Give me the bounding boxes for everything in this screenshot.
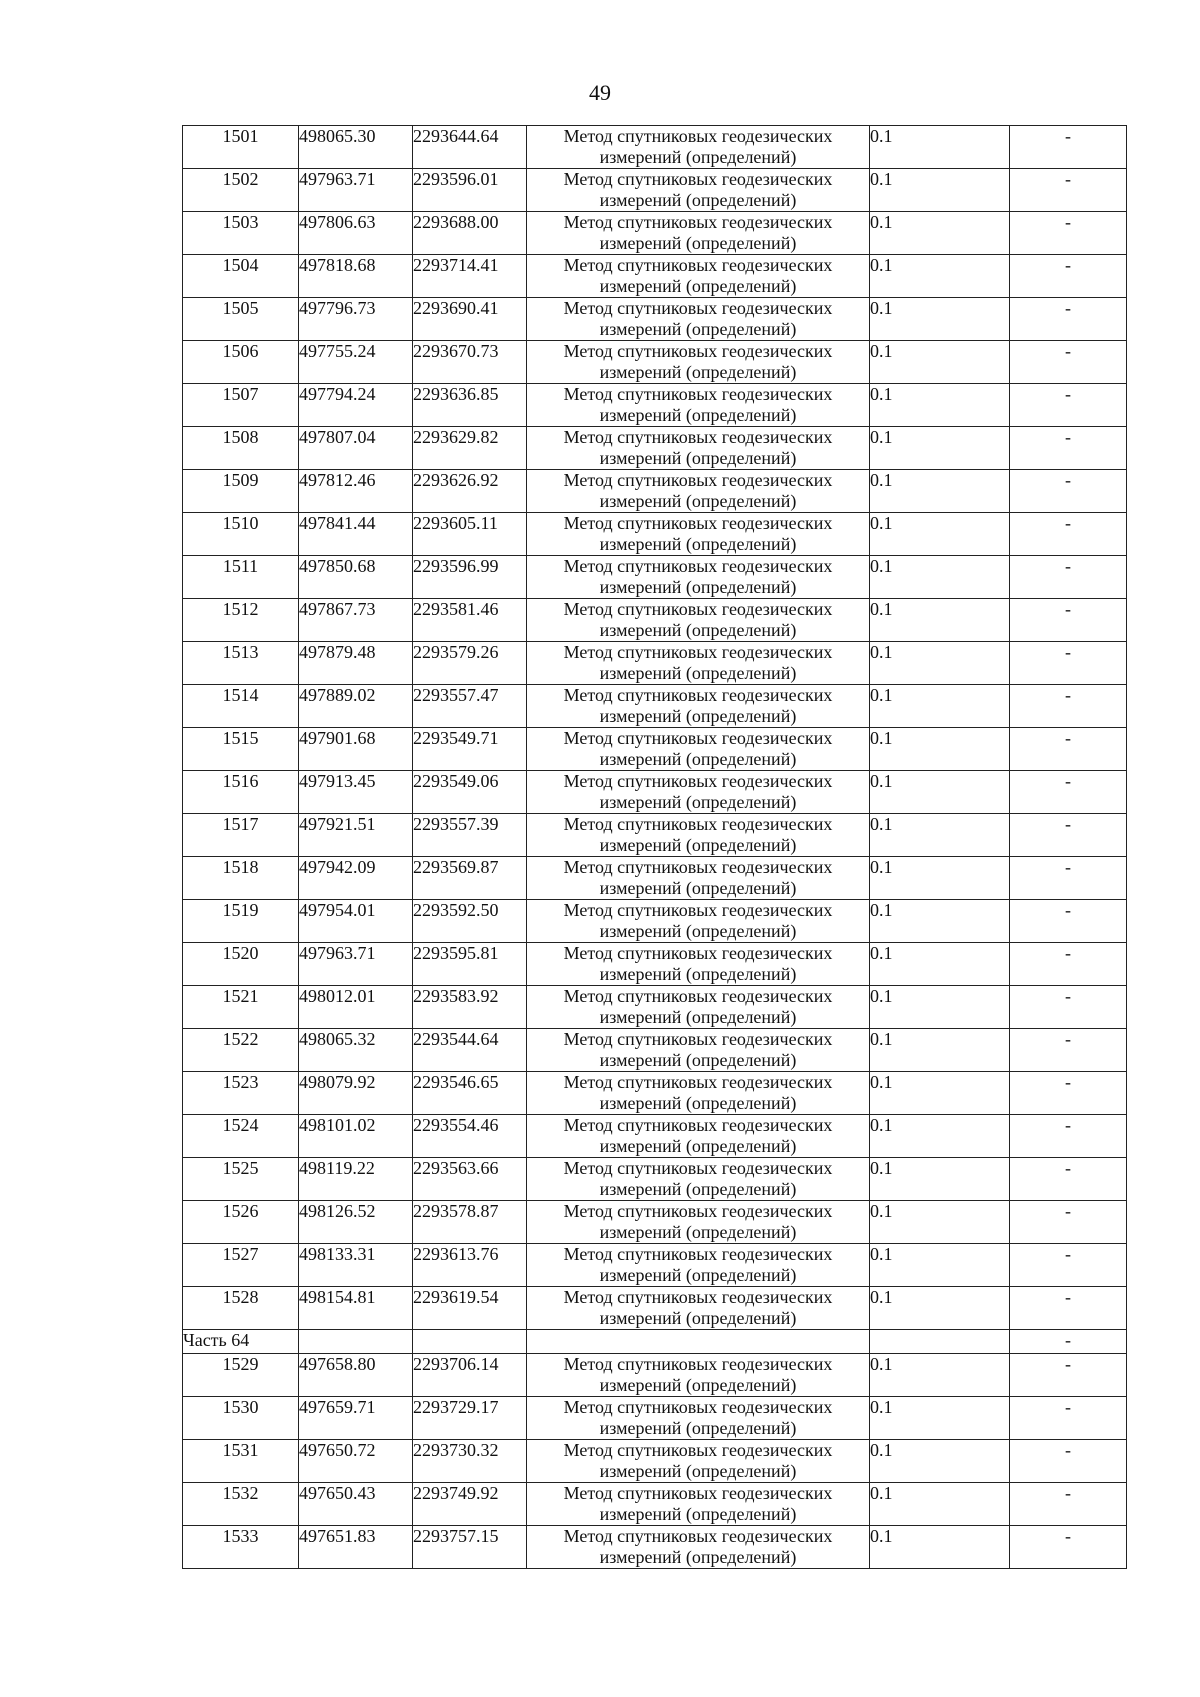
table-row [183,599,1127,642]
empty-cell [527,1330,870,1354]
accuracy-cell: 0.1 [870,1158,1010,1201]
accuracy-cell: 0.1 [870,1029,1010,1072]
y-coordinate-cell: 2293579.26 [413,642,527,685]
point-number-cell: 1526 [183,1201,299,1244]
accuracy-cell: 0.1 [870,1397,1010,1440]
y-coordinate-cell: 2293557.39 [413,814,527,857]
x-coordinate-cell: 497867.73 [299,599,413,642]
accuracy-cell: 0.1 [870,599,1010,642]
accuracy-cell: 0.1 [870,685,1010,728]
x-coordinate-cell: 497954.01 [299,900,413,943]
accuracy-cell: 0.1 [870,126,1010,169]
table-row [183,685,1127,728]
y-coordinate-cell: 2293626.92 [413,470,527,513]
method-cell: Метод спутниковых геодезических измерений (определений) [527,169,870,212]
method-cell: Метод спутниковых геодезических измерений (определений) [527,857,870,900]
accuracy-cell: 0.1 [870,169,1010,212]
x-coordinate-cell: 497963.71 [299,169,413,212]
note-cell: - [1010,857,1127,900]
point-number-cell: 1512 [183,599,299,642]
point-number-cell: 1524 [183,1115,299,1158]
accuracy-cell: 0.1 [870,1201,1010,1244]
y-coordinate-cell: 2293613.76 [413,1244,527,1287]
accuracy-cell: 0.1 [870,470,1010,513]
accuracy-cell: 0.1 [870,1287,1010,1330]
method-cell: Метод спутниковых геодезических измерений (определений) [527,341,870,384]
empty-cell [413,1330,527,1354]
note-cell: - [1010,1330,1127,1354]
method-cell: Метод спутниковых геодезических измерений (определений) [527,126,870,169]
y-coordinate-cell: 2293749.92 [413,1483,527,1526]
note-cell: - [1010,943,1127,986]
method-cell: Метод спутниковых геодезических измерений (определений) [527,685,870,728]
empty-cell [299,1330,413,1354]
empty-cell [870,1330,1010,1354]
x-coordinate-cell: 498079.92 [299,1072,413,1115]
method-cell: Метод спутниковых геодезических измерений (определений) [527,1526,870,1569]
table-row [183,900,1127,943]
accuracy-cell: 0.1 [870,986,1010,1029]
point-number-cell: 1502 [183,169,299,212]
x-coordinate-cell: 497818.68 [299,255,413,298]
x-coordinate-cell: 497889.02 [299,685,413,728]
accuracy-cell: 0.1 [870,943,1010,986]
method-cell: Метод спутниковых геодезических измерений (определений) [527,1029,870,1072]
x-coordinate-cell: 498065.30 [299,126,413,169]
point-number-cell: 1513 [183,642,299,685]
method-cell: Метод спутниковых геодезических измерений (определений) [527,642,870,685]
y-coordinate-cell: 2293757.15 [413,1526,527,1569]
point-number-cell: 1508 [183,427,299,470]
y-coordinate-cell: 2293629.82 [413,427,527,470]
table-row [183,1201,1127,1244]
note-cell: - [1010,1483,1127,1526]
table-row [183,126,1127,169]
method-cell: Метод спутниковых геодезических измерений (определений) [527,427,870,470]
table-row [183,255,1127,298]
note-cell: - [1010,169,1127,212]
table-row [183,986,1127,1029]
table-row [183,1526,1127,1569]
note-cell: - [1010,1201,1127,1244]
part-label: Часть 64 [183,1330,299,1354]
y-coordinate-cell: 2293549.06 [413,771,527,814]
accuracy-cell: 0.1 [870,771,1010,814]
x-coordinate-cell: 498133.31 [299,1244,413,1287]
x-coordinate-cell: 497794.24 [299,384,413,427]
part-header-row [183,1330,1127,1354]
table-row [183,771,1127,814]
point-number-cell: 1511 [183,556,299,599]
method-cell: Метод спутниковых геодезических измерений (определений) [527,728,870,771]
x-coordinate-cell: 497879.48 [299,642,413,685]
method-cell: Метод спутниковых геодезических измерений (определений) [527,814,870,857]
method-cell: Метод спутниковых геодезических измерений (определений) [527,1440,870,1483]
table-row [183,1397,1127,1440]
x-coordinate-cell: 497942.09 [299,857,413,900]
point-number-cell: 1504 [183,255,299,298]
x-coordinate-cell: 497650.72 [299,1440,413,1483]
x-coordinate-cell: 497807.04 [299,427,413,470]
point-number-cell: 1529 [183,1354,299,1397]
accuracy-cell: 0.1 [870,814,1010,857]
accuracy-cell: 0.1 [870,1483,1010,1526]
accuracy-cell: 0.1 [870,1115,1010,1158]
x-coordinate-cell: 497913.45 [299,771,413,814]
table-row [183,943,1127,986]
point-number-cell: 1520 [183,943,299,986]
x-coordinate-cell: 497806.63 [299,212,413,255]
table-row [183,427,1127,470]
note-cell: - [1010,642,1127,685]
point-number-cell: 1507 [183,384,299,427]
accuracy-cell: 0.1 [870,1526,1010,1569]
point-number-cell: 1531 [183,1440,299,1483]
table-row [183,513,1127,556]
x-coordinate-cell: 497963.71 [299,943,413,986]
note-cell: - [1010,1029,1127,1072]
table-row [183,1287,1127,1330]
table-row [183,556,1127,599]
accuracy-cell: 0.1 [870,900,1010,943]
accuracy-cell: 0.1 [870,728,1010,771]
y-coordinate-cell: 2293605.11 [413,513,527,556]
note-cell: - [1010,1354,1127,1397]
y-coordinate-cell: 2293549.71 [413,728,527,771]
accuracy-cell: 0.1 [870,298,1010,341]
table-row [183,298,1127,341]
note-cell: - [1010,556,1127,599]
y-coordinate-cell: 2293729.17 [413,1397,527,1440]
note-cell: - [1010,126,1127,169]
y-coordinate-cell: 2293557.47 [413,685,527,728]
note-cell: - [1010,599,1127,642]
method-cell: Метод спутниковых геодезических измерений (определений) [527,513,870,556]
point-number-cell: 1505 [183,298,299,341]
point-number-cell: 1519 [183,900,299,943]
method-cell: Метод спутниковых геодезических измерений (определений) [527,1201,870,1244]
method-cell: Метод спутниковых геодезических измерений (определений) [527,771,870,814]
method-cell: Метод спутниковых геодезических измерений (определений) [527,556,870,599]
point-number-cell: 1503 [183,212,299,255]
point-number-cell: 1515 [183,728,299,771]
method-cell: Метод спутниковых геодезических измерений (определений) [527,1483,870,1526]
accuracy-cell: 0.1 [870,1440,1010,1483]
y-coordinate-cell: 2293583.92 [413,986,527,1029]
method-cell: Метод спутниковых геодезических измерений (определений) [527,1287,870,1330]
method-cell: Метод спутниковых геодезических измерений (определений) [527,212,870,255]
note-cell: - [1010,814,1127,857]
method-cell: Метод спутниковых геодезических измерений (определений) [527,943,870,986]
accuracy-cell: 0.1 [870,341,1010,384]
table-row [183,1244,1127,1287]
note-cell: - [1010,513,1127,556]
accuracy-cell: 0.1 [870,255,1010,298]
x-coordinate-cell: 498065.32 [299,1029,413,1072]
x-coordinate-cell: 498101.02 [299,1115,413,1158]
accuracy-cell: 0.1 [870,642,1010,685]
note-cell: - [1010,771,1127,814]
coordinates-table [182,125,1127,1569]
table-row [183,341,1127,384]
y-coordinate-cell: 2293544.64 [413,1029,527,1072]
accuracy-cell: 0.1 [870,1354,1010,1397]
accuracy-cell: 0.1 [870,212,1010,255]
coordinates-table-body [183,126,1127,1569]
y-coordinate-cell: 2293690.41 [413,298,527,341]
method-cell: Метод спутниковых геодезических измерений (определений) [527,1397,870,1440]
table-row [183,1440,1127,1483]
table-row [183,169,1127,212]
note-cell: - [1010,1526,1127,1569]
method-cell: Метод спутниковых геодезических измерений (определений) [527,1354,870,1397]
accuracy-cell: 0.1 [870,857,1010,900]
table-row [183,1072,1127,1115]
method-cell: Метод спутниковых геодезических измерений (определений) [527,384,870,427]
x-coordinate-cell: 497812.46 [299,470,413,513]
note-cell: - [1010,1397,1127,1440]
y-coordinate-cell: 2293554.46 [413,1115,527,1158]
point-number-cell: 1527 [183,1244,299,1287]
note-cell: - [1010,900,1127,943]
point-number-cell: 1517 [183,814,299,857]
note-cell: - [1010,728,1127,771]
note-cell: - [1010,212,1127,255]
point-number-cell: 1530 [183,1397,299,1440]
point-number-cell: 1501 [183,126,299,169]
table-row [183,642,1127,685]
note-cell: - [1010,685,1127,728]
accuracy-cell: 0.1 [870,556,1010,599]
note-cell: - [1010,1244,1127,1287]
table-row [183,1158,1127,1201]
y-coordinate-cell: 2293688.00 [413,212,527,255]
note-cell: - [1010,470,1127,513]
method-cell: Метод спутниковых геодезических измерений (определений) [527,1072,870,1115]
point-number-cell: 1532 [183,1483,299,1526]
method-cell: Метод спутниковых геодезических измерений (определений) [527,986,870,1029]
table-row [183,728,1127,771]
accuracy-cell: 0.1 [870,1072,1010,1115]
y-coordinate-cell: 2293636.85 [413,384,527,427]
y-coordinate-cell: 2293706.14 [413,1354,527,1397]
x-coordinate-cell: 498154.81 [299,1287,413,1330]
table-row [183,1115,1127,1158]
point-number-cell: 1533 [183,1526,299,1569]
note-cell: - [1010,1440,1127,1483]
y-coordinate-cell: 2293730.32 [413,1440,527,1483]
y-coordinate-cell: 2293578.87 [413,1201,527,1244]
y-coordinate-cell: 2293581.46 [413,599,527,642]
note-cell: - [1010,1287,1127,1330]
method-cell: Метод спутниковых геодезических измерений (определений) [527,470,870,513]
note-cell: - [1010,384,1127,427]
y-coordinate-cell: 2293592.50 [413,900,527,943]
y-coordinate-cell: 2293670.73 [413,341,527,384]
point-number-cell: 1510 [183,513,299,556]
x-coordinate-cell: 497850.68 [299,556,413,599]
note-cell: - [1010,255,1127,298]
accuracy-cell: 0.1 [870,513,1010,556]
x-coordinate-cell: 497921.51 [299,814,413,857]
y-coordinate-cell: 2293596.01 [413,169,527,212]
table-row [183,1029,1127,1072]
method-cell: Метод спутниковых геодезических измерений (определений) [527,298,870,341]
method-cell: Метод спутниковых геодезических измерений (определений) [527,1244,870,1287]
accuracy-cell: 0.1 [870,384,1010,427]
note-cell: - [1010,1115,1127,1158]
point-number-cell: 1521 [183,986,299,1029]
method-cell: Метод спутниковых геодезических измерений (определений) [527,599,870,642]
y-coordinate-cell: 2293619.54 [413,1287,527,1330]
table-row [183,470,1127,513]
note-cell: - [1010,427,1127,470]
x-coordinate-cell: 497658.80 [299,1354,413,1397]
method-cell: Метод спутниковых геодезических измерений (определений) [527,1115,870,1158]
y-coordinate-cell: 2293569.87 [413,857,527,900]
x-coordinate-cell: 497841.44 [299,513,413,556]
method-cell: Метод спутниковых геодезических измерений (определений) [527,900,870,943]
y-coordinate-cell: 2293644.64 [413,126,527,169]
table-row [183,384,1127,427]
x-coordinate-cell: 498119.22 [299,1158,413,1201]
table-row [183,212,1127,255]
x-coordinate-cell: 497650.43 [299,1483,413,1526]
y-coordinate-cell: 2293563.66 [413,1158,527,1201]
point-number-cell: 1516 [183,771,299,814]
note-cell: - [1010,341,1127,384]
note-cell: - [1010,1072,1127,1115]
y-coordinate-cell: 2293546.65 [413,1072,527,1115]
point-number-cell: 1518 [183,857,299,900]
y-coordinate-cell: 2293595.81 [413,943,527,986]
method-cell: Метод спутниковых геодезических измерений (определений) [527,1158,870,1201]
x-coordinate-cell: 497659.71 [299,1397,413,1440]
x-coordinate-cell: 497755.24 [299,341,413,384]
point-number-cell: 1528 [183,1287,299,1330]
note-cell: - [1010,298,1127,341]
table-row [183,814,1127,857]
note-cell: - [1010,1158,1127,1201]
point-number-cell: 1523 [183,1072,299,1115]
accuracy-cell: 0.1 [870,1244,1010,1287]
x-coordinate-cell: 498126.52 [299,1201,413,1244]
table-row [183,1483,1127,1526]
note-cell: - [1010,986,1127,1029]
y-coordinate-cell: 2293714.41 [413,255,527,298]
table-row [183,857,1127,900]
page-number: 49 [589,80,611,105]
table-row [183,1354,1127,1397]
x-coordinate-cell: 497901.68 [299,728,413,771]
point-number-cell: 1522 [183,1029,299,1072]
x-coordinate-cell: 498012.01 [299,986,413,1029]
x-coordinate-cell: 497796.73 [299,298,413,341]
accuracy-cell: 0.1 [870,427,1010,470]
y-coordinate-cell: 2293596.99 [413,556,527,599]
point-number-cell: 1506 [183,341,299,384]
x-coordinate-cell: 497651.83 [299,1526,413,1569]
point-number-cell: 1514 [183,685,299,728]
method-cell: Метод спутниковых геодезических измерений (определений) [527,255,870,298]
point-number-cell: 1509 [183,470,299,513]
point-number-cell: 1525 [183,1158,299,1201]
